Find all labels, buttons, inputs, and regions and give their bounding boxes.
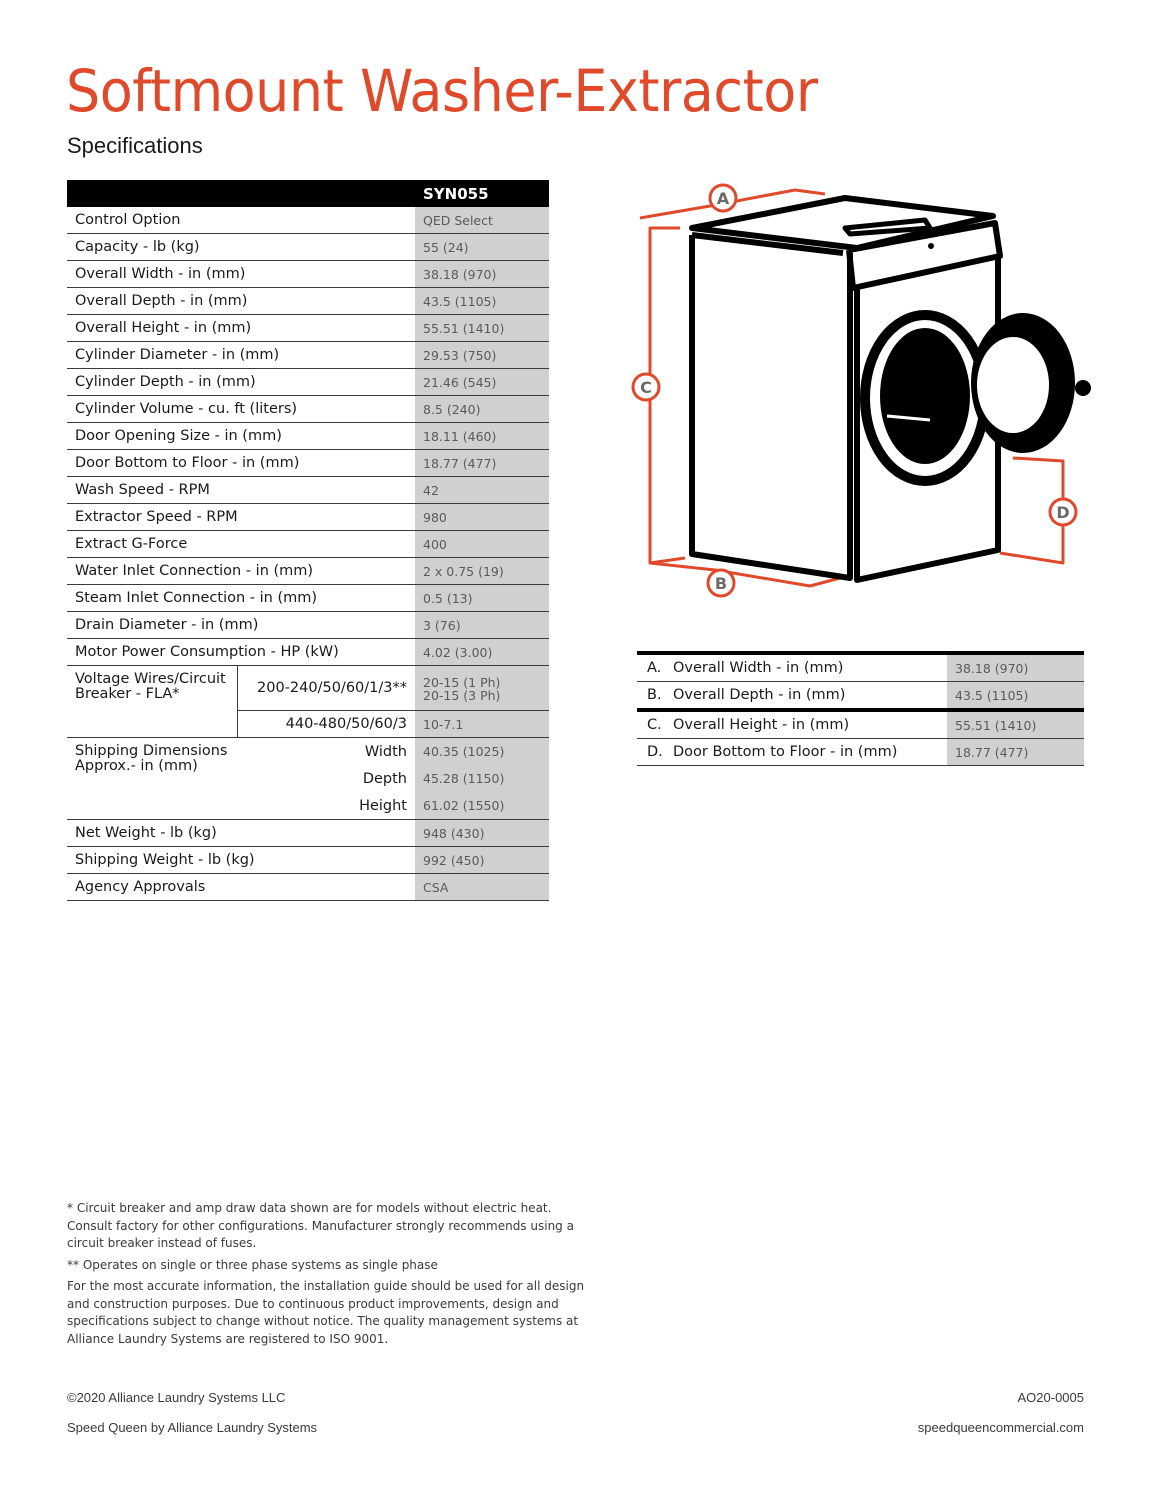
footer-website[interactable]: speedqueencommercial.com bbox=[917, 1420, 1084, 1435]
spec-label: Control Option bbox=[67, 207, 415, 234]
shipping-dimension-row bbox=[67, 738, 549, 766]
spec-row bbox=[67, 477, 549, 504]
spec-row bbox=[67, 612, 549, 639]
spec-value: 948 (430) bbox=[415, 820, 549, 847]
footer-brand: Speed Queen by Alliance Laundry Systems bbox=[67, 1420, 318, 1435]
marker-a-label: A bbox=[716, 189, 730, 208]
dimension-value: 18.77 (477) bbox=[947, 739, 1084, 766]
dimension-label: Door Bottom to Floor - in (mm) bbox=[673, 739, 947, 766]
footer-copyright: ©2020 Alliance Laundry Systems LLC bbox=[67, 1390, 286, 1405]
header-blank bbox=[67, 180, 415, 207]
spec-value: 29.53 (750) bbox=[415, 342, 549, 369]
dimension-label: Overall Width - in (mm) bbox=[673, 653, 947, 682]
spec-label: Water Inlet Connection - in (mm) bbox=[67, 558, 415, 585]
spec-label: Agency Approvals bbox=[67, 874, 415, 901]
spec-row bbox=[67, 874, 549, 901]
spec-label: Steam Inlet Connection - in (mm) bbox=[67, 585, 415, 612]
spec-value: 980 bbox=[415, 504, 549, 531]
voltage-value: 10-7.1 bbox=[415, 711, 549, 738]
spec-label: Drain Diameter - in (mm) bbox=[67, 612, 415, 639]
shipping-dimension-value: 45.28 (1150) bbox=[415, 765, 549, 792]
shipping-dimension-name: Height bbox=[237, 792, 415, 820]
dimension-letter: A. bbox=[637, 653, 673, 682]
marker-d-label: D bbox=[1056, 503, 1070, 522]
spec-row bbox=[67, 342, 549, 369]
spec-value: 55.51 (1410) bbox=[415, 315, 549, 342]
spec-label: Cylinder Volume - cu. ft (liters) bbox=[67, 396, 415, 423]
footnotes bbox=[67, 1200, 597, 1352]
voltage-value bbox=[415, 666, 549, 711]
spec-label: Wash Speed - RPM bbox=[67, 477, 415, 504]
spec-row bbox=[67, 288, 549, 315]
dimension-value: 55.51 (1410) bbox=[947, 710, 1084, 739]
dimension-value: 43.5 (1105) bbox=[947, 682, 1084, 711]
voltage-value-line2: 20-15 (3 Ph) bbox=[423, 687, 501, 703]
shipping-dimension-name: Width bbox=[364, 743, 407, 760]
table-header-row bbox=[67, 180, 549, 207]
spec-label: Extractor Speed - RPM bbox=[67, 504, 415, 531]
voltage-option: 440-480/50/60/3 bbox=[237, 711, 415, 738]
spec-label: Cylinder Diameter - in (mm) bbox=[67, 342, 415, 369]
spec-value: 8.5 (240) bbox=[415, 396, 549, 423]
shipping-dimension-value: 40.35 (1025) bbox=[415, 738, 549, 766]
spec-row bbox=[67, 207, 549, 234]
spec-label: Net Weight - lb (kg) bbox=[67, 820, 415, 847]
spec-value: 400 bbox=[415, 531, 549, 558]
spec-label: Cylinder Depth - in (mm) bbox=[67, 369, 415, 396]
spec-row bbox=[67, 450, 549, 477]
voltage-row bbox=[67, 666, 549, 711]
spec-value: 18.77 (477) bbox=[415, 450, 549, 477]
dimension-letter: D. bbox=[637, 739, 673, 766]
specifications-table bbox=[67, 180, 549, 901]
dimension-row bbox=[637, 682, 1084, 711]
spec-label: Shipping Weight - lb (kg) bbox=[67, 847, 415, 874]
spec-row bbox=[67, 847, 549, 874]
dimension-label: Overall Height - in (mm) bbox=[673, 710, 947, 739]
footer-doc-number: AO20-0005 bbox=[1017, 1390, 1084, 1405]
spec-label: Overall Height - in (mm) bbox=[67, 315, 415, 342]
spec-label: Overall Depth - in (mm) bbox=[67, 288, 415, 315]
spec-row bbox=[67, 234, 549, 261]
indicator-dot bbox=[928, 243, 934, 249]
marker-b bbox=[708, 570, 734, 596]
spec-row bbox=[67, 504, 549, 531]
model-header: SYN055 bbox=[415, 180, 549, 207]
spec-row bbox=[67, 261, 549, 288]
spec-value: QED Select bbox=[415, 207, 549, 234]
spec-value: 2 x 0.75 (19) bbox=[415, 558, 549, 585]
spec-row bbox=[67, 558, 549, 585]
marker-b-label: B bbox=[714, 574, 728, 593]
spec-row bbox=[67, 369, 549, 396]
spec-value: 42 bbox=[415, 477, 549, 504]
dimension-row bbox=[637, 710, 1084, 739]
side-panel bbox=[692, 235, 850, 578]
spec-row bbox=[67, 396, 549, 423]
spec-body bbox=[67, 207, 549, 901]
marker-c-label: C bbox=[640, 378, 652, 397]
spec-label: Extract G-Force bbox=[67, 531, 415, 558]
spec-value: CSA bbox=[415, 874, 549, 901]
footnote-phase: ** Operates on single or three phase systems as single phase bbox=[67, 1257, 438, 1272]
shipping-dimension-name: Depth bbox=[362, 770, 407, 787]
spec-row bbox=[67, 315, 549, 342]
door-assembly bbox=[865, 313, 1091, 481]
spec-value: 0.5 (13) bbox=[415, 585, 549, 612]
spec-label: Door Bottom to Floor - in (mm) bbox=[67, 450, 415, 477]
dimension-row bbox=[637, 653, 1084, 682]
voltage-value-line1: 20-15 (1 Ph) bbox=[423, 674, 501, 690]
shipping-dimension-value: 61.02 (1550) bbox=[415, 792, 549, 820]
spec-value: 992 (450) bbox=[415, 847, 549, 874]
dimension-row bbox=[637, 739, 1084, 766]
marker-a bbox=[710, 185, 736, 211]
voltage-label: Voltage Wires/Circuit Breaker - FLA* bbox=[67, 666, 237, 738]
spec-label: Capacity - lb (kg) bbox=[67, 234, 415, 261]
spec-label: Overall Width - in (mm) bbox=[67, 261, 415, 288]
document-subtitle: Specifications bbox=[67, 133, 203, 158]
spec-row bbox=[67, 820, 549, 847]
spec-row bbox=[67, 585, 549, 612]
spec-row bbox=[67, 639, 549, 666]
dimension-label: Overall Depth - in (mm) bbox=[673, 682, 947, 711]
dimensions-table bbox=[637, 651, 1084, 766]
document-title: Softmount Washer-Extractor bbox=[66, 57, 818, 125]
spec-value: 55 (24) bbox=[415, 234, 549, 261]
spec-value: 21.46 (545) bbox=[415, 369, 549, 396]
marker-d bbox=[1050, 499, 1076, 525]
footnote-disclaimer: For the most accurate information, the installation guide should be used for all design and construction purposes. Due to continuous product improvements, design and specifications subject to change without notice. The quality management systems at Alliance Laundry Systems are registered to ISO 9001. bbox=[67, 1279, 585, 1346]
spec-value: 18.11 (460) bbox=[415, 423, 549, 450]
spec-value: 38.18 (970) bbox=[415, 261, 549, 288]
washer-dimension-diagram bbox=[625, 178, 1100, 603]
spec-value: 3 (76) bbox=[415, 612, 549, 639]
spec-value: 4.02 (3.00) bbox=[415, 639, 549, 666]
spec-label: Motor Power Consumption - HP (kW) bbox=[67, 639, 415, 666]
spec-row bbox=[67, 423, 549, 450]
marker-c bbox=[633, 374, 659, 400]
footnote-circuit-breaker: * Circuit breaker and amp draw data shown are for models without electric heat. Consult factory for other configurations. Manufacturer strongly recommends using a circuit breaker instead of fuses. bbox=[67, 1201, 574, 1250]
shipping-dimensions-label: Shipping Dimensions Approx.- in (mm) bbox=[67, 738, 237, 820]
dimension-letter: B. bbox=[637, 682, 673, 711]
dimension-value: 38.18 (970) bbox=[947, 653, 1084, 682]
spec-label: Door Opening Size - in (mm) bbox=[67, 423, 415, 450]
spec-value: 43.5 (1105) bbox=[415, 288, 549, 315]
dimension-letter: C. bbox=[637, 710, 673, 739]
dims-body bbox=[637, 653, 1084, 766]
voltage-option: 200-240/50/60/1/3** bbox=[237, 666, 415, 711]
spec-row bbox=[67, 531, 549, 558]
